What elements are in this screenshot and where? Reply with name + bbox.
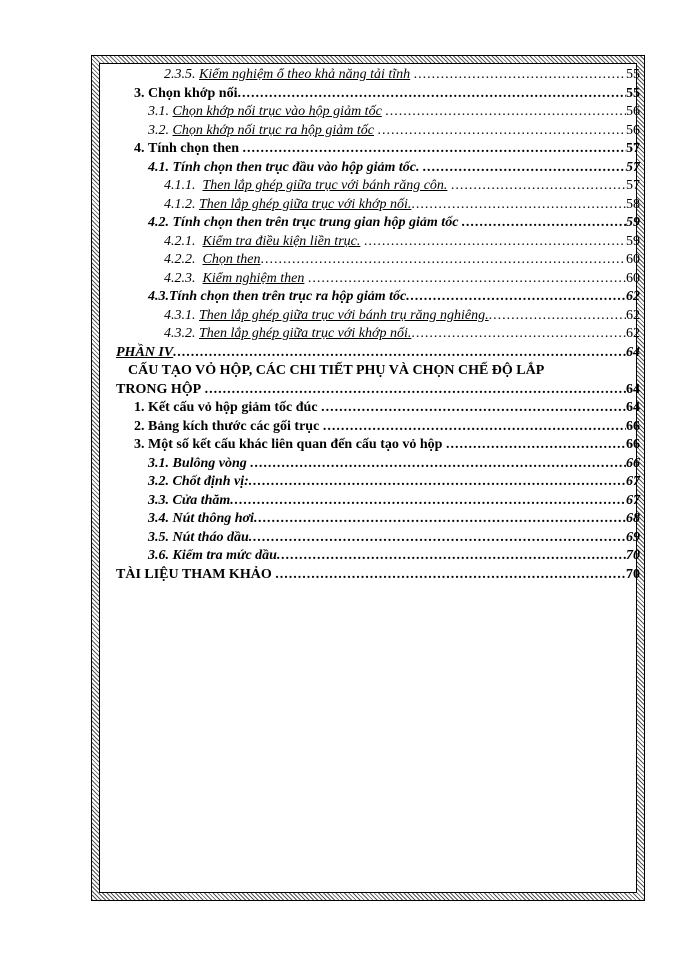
toc-entry-title: Kết cấu vỏ hộp giảm tốc đúc: [148, 400, 318, 415]
toc-entry-number: 3.1.: [148, 104, 169, 119]
toc-entry-4-2-1[interactable]: [116, 233, 640, 252]
toc-entry-number: 4.2.1.: [164, 233, 196, 249]
toc-entry-title: Chọn then: [202, 252, 261, 267]
toc-entry-title: Kiểm tra mức dầu: [172, 548, 277, 563]
toc-page-number: 69: [626, 529, 640, 545]
toc-page-number: 57: [626, 141, 640, 156]
toc-page-number: 55: [626, 85, 640, 101]
toc-page-number: 58: [626, 196, 640, 212]
toc-entry-iv-3-6[interactable]: [116, 547, 640, 566]
toc-leader-dots: [254, 510, 626, 529]
toc-leader-dots: [364, 233, 626, 252]
toc-entry-title: Nút thông hơi: [172, 511, 254, 526]
toc-leader-dots: [414, 66, 626, 85]
toc-entry-number: 4.1.1.: [164, 178, 196, 193]
toc-page-number: 64: [626, 381, 640, 397]
toc-entry-iv-3-1[interactable]: [116, 455, 640, 474]
toc-entry-4-3-1[interactable]: [116, 307, 640, 326]
toc-entry-4-2-2[interactable]: [116, 251, 640, 270]
toc-leader-dots: [260, 251, 626, 270]
toc-leader-dots: [205, 381, 626, 400]
toc-entry-3-2[interactable]: [116, 122, 640, 141]
toc-entry-title: Then lắp ghép giữa trục với bánh răng côn.: [202, 178, 448, 193]
toc-leader-dots: [249, 529, 626, 548]
toc-entry-number: 2.3.5.: [164, 67, 196, 82]
toc-entry-4-1-2[interactable]: [116, 196, 640, 215]
toc-entry-iv-3-2[interactable]: [116, 473, 640, 492]
toc-leader-dots: [411, 196, 626, 215]
toc-page-number: 55: [626, 67, 640, 82]
table-of-contents: [116, 66, 640, 584]
toc-leader-dots: [243, 140, 626, 159]
toc-page-number: 62: [626, 289, 640, 304]
toc-entry-number: 4.1.: [148, 159, 169, 175]
toc-entry-number: 4.2.3.: [164, 270, 196, 286]
toc-entry-title-line1: CẤU TẠO VỎ HỘP, CÁC CHI TIẾT PHỤ VÀ CHỌN CHẾ ĐỘ LẮP: [128, 363, 545, 378]
toc-page-number: 57: [626, 159, 640, 175]
toc-leader-dots: [446, 436, 626, 455]
toc-entry-number: 4.3.1.: [164, 307, 196, 323]
toc-entry-iv-3-5[interactable]: [116, 529, 640, 548]
toc-entry-number: 3.1.: [148, 455, 169, 471]
toc-entry-title: Chọn khớp nối trục vào hộp giảm tốc: [172, 104, 382, 119]
toc-entry-number: 4.1.2.: [164, 196, 196, 212]
toc-leader-dots: [323, 418, 626, 437]
toc-page-number: 64: [626, 400, 640, 415]
toc-page-number: 56: [626, 104, 640, 119]
toc-leader-dots: [237, 85, 626, 104]
toc-page-number: 68: [626, 511, 640, 526]
toc-entry-iv-2[interactable]: [116, 418, 640, 437]
toc-entry-number: 2.: [134, 418, 145, 434]
toc-leader-dots: [308, 270, 626, 289]
toc-entry-number: 3.: [134, 437, 145, 452]
toc-entry-title: Chọn khớp nối: [148, 85, 238, 101]
toc-page-number: 62: [626, 326, 640, 341]
toc-entry-title: Chọn khớp nối trục ra hộp giảm tốc: [172, 122, 375, 138]
toc-entry-4-1-1[interactable]: [116, 177, 640, 196]
toc-entry-title: Then lắp ghép giữa trục với khớp nối.: [199, 196, 412, 212]
toc-leader-dots: [250, 455, 626, 474]
toc-entry-title: TÀI LIỆU THAM KHẢO: [116, 566, 272, 582]
toc-entry-2-3-5[interactable]: [116, 66, 640, 85]
toc-entry-title: Then lắp ghép giữa trục với bánh trụ răng nghiêng.: [199, 307, 489, 323]
toc-entry-4-2[interactable]: [116, 214, 640, 233]
toc-entry-3[interactable]: [116, 85, 640, 104]
toc-page-number: 62: [626, 307, 640, 323]
toc-entry-4[interactable]: [116, 140, 640, 159]
toc-entry-title: Kiểm nghiệm ổ theo khả năng tải tĩnh: [199, 67, 411, 82]
toc-page-number: 67: [626, 474, 640, 489]
toc-entry-4-3-2[interactable]: [116, 325, 640, 344]
toc-page-number: 59: [626, 233, 640, 249]
toc-page-number: 60: [626, 252, 640, 267]
toc-entry-number: 3.2.: [148, 474, 169, 489]
toc-leader-dots: [406, 288, 626, 307]
toc-entry-title: Nút tháo dầu: [172, 529, 249, 545]
toc-entry-title: PHẦN IV: [116, 344, 174, 360]
toc-entry-title: Tính chọn then trục đầu vào hộp giảm tốc.: [172, 159, 420, 175]
toc-entry-number: 4.: [134, 141, 145, 156]
toc-entry-title: Kiểm tra điều kiện liền trục.: [202, 233, 361, 249]
toc-leader-dots: [230, 492, 626, 511]
toc-page-number: 56: [626, 122, 640, 138]
toc-leader-dots: [249, 473, 626, 492]
toc-page-number: 59: [626, 215, 640, 230]
toc-page-number: 66: [626, 455, 640, 471]
toc-leader-dots: [378, 122, 626, 141]
toc-entry-number: 3.4.: [148, 511, 169, 526]
toc-entry-title: Tính chọn then trên trục trung gian hộp giảm tốc: [172, 215, 459, 230]
toc-leader-dots: [489, 307, 626, 326]
toc-leader-dots: [277, 547, 626, 566]
toc-page-number: 66: [626, 437, 640, 452]
toc-entry-number: 4.2.: [148, 215, 169, 230]
toc-entry-4-1[interactable]: [116, 159, 640, 178]
toc-entry-number: 4.3.: [148, 289, 169, 304]
toc-entry-title: Tính chọn then trên trục ra hộp giảm tốc: [169, 289, 407, 304]
toc-entry-title: TRONG HỘP: [116, 381, 202, 397]
toc-entry-number: 3.6.: [148, 548, 169, 563]
toc-entry-number: 3.3.: [148, 492, 169, 508]
toc-leader-dots: [385, 103, 626, 122]
toc-entry-title: Kiểm nghiệm then: [202, 270, 305, 286]
toc-entry-phan-iv[interactable]: [116, 344, 640, 363]
toc-leader-dots: [462, 214, 626, 233]
toc-entry-title: Một số kết cấu khác liên quan đến cấu tạo vỏ hộp: [148, 437, 443, 452]
toc-leader-dots: [411, 325, 626, 344]
toc-entry-iv-1[interactable]: [116, 399, 640, 418]
toc-entry-title: Then lắp ghép giữa trục với khớp nối.: [199, 326, 412, 341]
toc-leader-dots: [321, 399, 626, 418]
toc-entry-number: 1.: [134, 400, 145, 415]
toc-entry-part-iv-title[interactable]: [116, 362, 640, 399]
toc-entry-number: 4.3.2.: [164, 326, 196, 341]
toc-page-number: 57: [626, 178, 640, 193]
toc-entry-iv-3-4[interactable]: [116, 510, 640, 529]
toc-entry-title: Bulông vòng: [172, 455, 247, 471]
toc-entry-number: 3.: [134, 85, 145, 101]
toc-leader-dots: [423, 159, 626, 178]
toc-entry-4-3[interactable]: [116, 288, 640, 307]
toc-entry-iv-3-3[interactable]: [116, 492, 640, 511]
toc-leader-dots: [451, 177, 626, 196]
toc-page-number: 66: [626, 418, 640, 434]
toc-leader-dots: [173, 344, 626, 363]
toc-page-number: 64: [626, 344, 640, 360]
toc-entry-number: 3.2.: [148, 122, 169, 138]
toc-entry-3-1[interactable]: [116, 103, 640, 122]
toc-page-number: 70: [626, 566, 640, 582]
toc-entry-title: Cửa thăm: [172, 492, 231, 508]
toc-entry-number: 4.2.2.: [164, 252, 196, 267]
toc-entry-iv-3[interactable]: [116, 436, 640, 455]
toc-entry-number: 3.5.: [148, 529, 169, 545]
toc-entry-4-2-3[interactable]: [116, 270, 640, 289]
toc-entry-title: Tính chọn then: [148, 141, 240, 156]
toc-entry-references[interactable]: [116, 566, 640, 585]
toc-page-number: 67: [626, 492, 640, 508]
toc-entry-title: Bảng kích thước các gối trục: [148, 418, 320, 434]
toc-page-number: 60: [626, 270, 640, 286]
toc-entry-title: Chốt định vị:: [172, 474, 249, 489]
toc-leader-dots: [275, 566, 626, 585]
toc-page-number: 70: [626, 548, 640, 563]
